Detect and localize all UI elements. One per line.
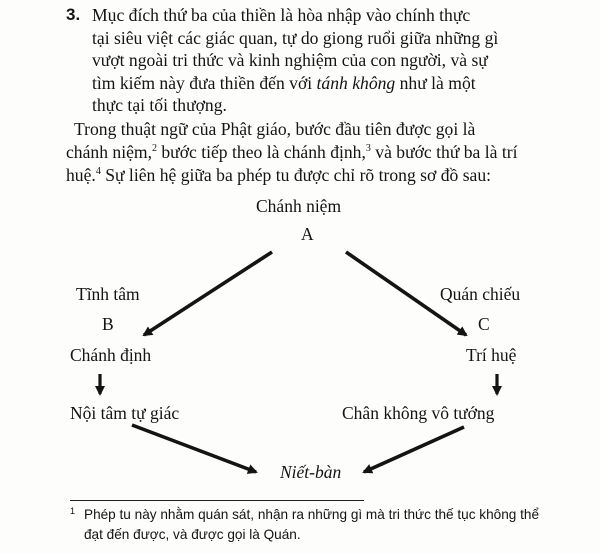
paragraph-text: Sự liên hệ giữa ba phép tu được chỉ rõ trong sơ đồ sau:	[100, 165, 492, 185]
footnote-line: Phép tu này nhằm quán sát, nhận ra những gì mà tri thức thế tục không thể	[84, 507, 539, 522]
item-line: Mục đích thứ ba của thiền là hòa nhập vào chính thực	[92, 5, 471, 25]
node-right-term: Trí huệ	[466, 345, 517, 365]
arrow-left-to-nirvana	[132, 425, 256, 472]
item-text: như là một	[395, 72, 476, 93]
node-top-label: Chánh niệm	[256, 196, 342, 216]
footnote	[70, 505, 596, 545]
node-left-result: Nội tâm tự giác	[70, 403, 180, 423]
item-number: 3.	[66, 5, 81, 24]
node-left-label: Tĩnh tâm	[76, 284, 140, 304]
footnote-ref[interactable]: 4	[95, 166, 101, 178]
node-right-label: Quán chiếu	[440, 284, 521, 304]
paragraph-text: chánh niệm,	[66, 142, 152, 162]
node-nirvana: Niết-bàn	[280, 462, 342, 482]
footnote-ref[interactable]: 2	[151, 143, 157, 155]
arrow-a-to-b	[144, 252, 272, 335]
node-top-letter: A	[301, 224, 314, 244]
item-line: vượt ngoài tri thức và kinh nghiệm của con người, và sự	[92, 50, 488, 70]
item-text: tìm kiếm này đưa thiền đến với	[92, 72, 317, 93]
paragraph-text: và bước thứ ba là trí	[370, 142, 518, 162]
paragraph-text: bước tiếp theo là chánh định,	[156, 142, 366, 162]
footnote-line: đạt đến được, và được gọi là Quán.	[84, 527, 301, 542]
emphasis-term: tánh không	[316, 72, 396, 93]
paragraph-text: huệ.	[66, 165, 96, 185]
footnote-divider	[70, 500, 364, 501]
arrow-right-to-nirvana	[364, 427, 464, 472]
node-right-letter: C	[478, 314, 490, 334]
node-left-letter: B	[102, 314, 114, 334]
node-right-result: Chân không vô tướng	[342, 403, 495, 423]
paragraph-line: Trong thuật ngữ của Phật giáo, bước đầu tiên được gọi là	[74, 119, 476, 139]
node-left-term: Chánh định	[70, 345, 152, 365]
item-line: tại siêu việt các giác quan, tự do giong ruổi giữa những gì	[92, 27, 499, 48]
footnote-mark: 1	[70, 506, 76, 516]
footnote-ref[interactable]: 3	[365, 143, 371, 155]
item-line: thực tại tối thượng.	[92, 95, 227, 115]
